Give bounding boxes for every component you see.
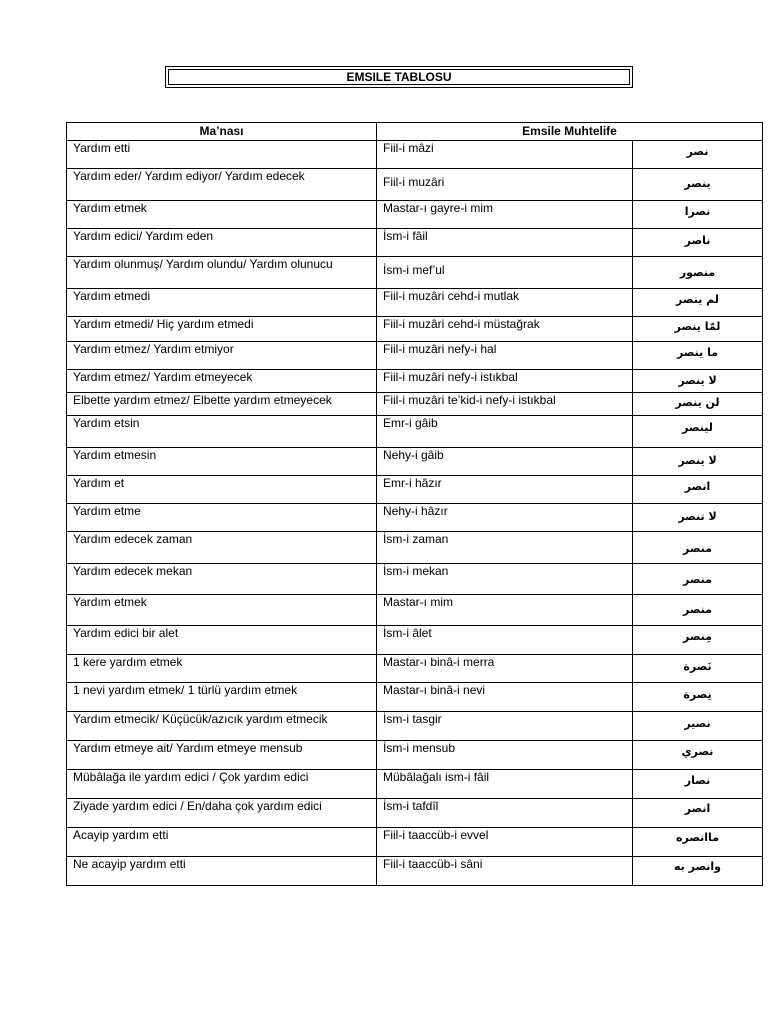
form-cell bbox=[377, 741, 633, 770]
form-cell bbox=[377, 564, 633, 595]
table-row bbox=[67, 257, 763, 289]
emsile-table bbox=[66, 122, 763, 886]
meaning-cell: 1 kere yardım etmek bbox=[67, 655, 377, 683]
arabic-word: منصر bbox=[683, 573, 712, 586]
form-label: İsm-i mensub bbox=[383, 741, 456, 755]
meaning-cell: Elbette yardım etmez/ Elbette yardım etmeyecek bbox=[67, 393, 377, 416]
arabic-form-cell bbox=[633, 857, 763, 886]
table-row bbox=[67, 799, 763, 828]
arabic-form-cell bbox=[633, 448, 763, 476]
arabic-word: مِنصر bbox=[683, 630, 712, 643]
form-label: Fiil-i muzâri bbox=[383, 175, 445, 189]
form-cell bbox=[377, 595, 633, 626]
form-label: Mastar-ı gayre-i mim bbox=[383, 201, 494, 215]
form-label: Fiil-i taaccüb-i evvel bbox=[383, 828, 489, 842]
arabic-word: نَصرة bbox=[683, 660, 712, 673]
arabic-form-cell bbox=[633, 342, 763, 370]
form-label: İsm-i zaman bbox=[383, 532, 449, 546]
form-cell bbox=[377, 393, 633, 416]
meaning-cell: Yardım etmecik/ Küçücük/azıcık yardım etmecik bbox=[67, 712, 377, 741]
table-header-row bbox=[67, 123, 763, 141]
table-row bbox=[67, 857, 763, 886]
form-label: İsm-i fâil bbox=[383, 229, 428, 243]
arabic-word: انصر bbox=[684, 480, 711, 493]
form-label: İsm-i tasgir bbox=[383, 712, 442, 726]
arabic-form-cell bbox=[633, 741, 763, 770]
arabic-word: نصير bbox=[684, 717, 711, 730]
form-label: Mastar-ı binâ-i merra bbox=[383, 655, 495, 669]
meaning-cell: Yardım etmez/ Yardım etmeyecek bbox=[67, 370, 377, 393]
table-row bbox=[67, 141, 763, 169]
meaning-cell: Ne acayip yardım etti bbox=[67, 857, 377, 886]
table-row bbox=[67, 370, 763, 393]
arabic-word: نصر bbox=[686, 145, 709, 158]
form-label: İsm-i tafdîl bbox=[383, 799, 439, 813]
table-body bbox=[67, 141, 763, 886]
arabic-word: نِصرة bbox=[683, 688, 712, 701]
form-cell bbox=[377, 416, 633, 448]
form-label: Fiil-i muzâri te’kid-i nefy-i istıkbal bbox=[383, 393, 556, 407]
table-row bbox=[67, 626, 763, 655]
arabic-word: ينصر bbox=[684, 177, 711, 190]
form-cell bbox=[377, 770, 633, 799]
form-label: Fiil-i taaccüb-i sâni bbox=[383, 857, 483, 871]
meaning-cell: Yardım etmek bbox=[67, 595, 377, 626]
form-label: İsm-i mef’ul bbox=[383, 263, 445, 277]
meaning-cell: Mübâlağa ile yardım edici / Çok yardım edici bbox=[67, 770, 377, 799]
title-box bbox=[165, 66, 633, 88]
meaning-cell: Yardım edici bir alet bbox=[67, 626, 377, 655]
meaning-cell: Yardım etmedi/ Hiç yardım etmedi bbox=[67, 317, 377, 342]
arabic-word: ما ينصر bbox=[676, 346, 719, 359]
arabic-word: نصري bbox=[681, 745, 714, 758]
arabic-word: لا تنصر bbox=[678, 510, 717, 523]
arabic-word: لمّا ينصر bbox=[674, 320, 721, 333]
arabic-word: نصار bbox=[684, 774, 711, 787]
table-row bbox=[67, 564, 763, 595]
table-row bbox=[67, 504, 763, 532]
form-cell bbox=[377, 289, 633, 317]
form-label: İsm-i âlet bbox=[383, 626, 432, 640]
arabic-form-cell bbox=[633, 317, 763, 342]
arabic-form-cell bbox=[633, 532, 763, 564]
arabic-word: لم ينصر bbox=[676, 293, 719, 306]
arabic-form-cell bbox=[633, 595, 763, 626]
arabic-form-cell bbox=[633, 169, 763, 201]
form-label: Mastar-ı binâ-i nevi bbox=[383, 683, 486, 697]
form-label: Mübâlağalı ism-i fâil bbox=[383, 770, 490, 784]
table-row bbox=[67, 289, 763, 317]
form-cell bbox=[377, 799, 633, 828]
header-form: Emsile Muhtelife bbox=[377, 123, 763, 141]
table-row bbox=[67, 416, 763, 448]
form-cell bbox=[377, 370, 633, 393]
form-cell bbox=[377, 229, 633, 257]
meaning-cell: Yardım etmesin bbox=[67, 448, 377, 476]
form-cell bbox=[377, 141, 633, 169]
table-row bbox=[67, 770, 763, 799]
meaning-cell: 1 nevi yardım etmek/ 1 türlü yardım etmek bbox=[67, 683, 377, 712]
meaning-cell: Yardım et bbox=[67, 476, 377, 504]
table-row bbox=[67, 393, 763, 416]
header-meaning: Ma’nası bbox=[67, 123, 377, 141]
form-label: Fiil-i muzâri cehd-i müstağrak bbox=[383, 317, 540, 331]
form-cell bbox=[377, 532, 633, 564]
form-cell bbox=[377, 712, 633, 741]
meaning-cell: Yardım eder/ Yardım ediyor/ Yardım edecek bbox=[67, 169, 377, 201]
arabic-form-cell bbox=[633, 828, 763, 857]
form-label: Fiil-i muzâri nefy-i istıkbal bbox=[383, 370, 518, 384]
form-cell bbox=[377, 317, 633, 342]
table-row bbox=[67, 683, 763, 712]
arabic-form-cell bbox=[633, 393, 763, 416]
arabic-form-cell bbox=[633, 416, 763, 448]
meaning-cell: Yardım etmedi bbox=[67, 289, 377, 317]
arabic-word: لا ينصر bbox=[678, 454, 717, 467]
form-cell bbox=[377, 828, 633, 857]
meaning-cell: Yardım etti bbox=[67, 141, 377, 169]
table-row bbox=[67, 741, 763, 770]
arabic-word: منصر bbox=[683, 542, 712, 555]
table-row bbox=[67, 448, 763, 476]
form-label: Emr-i hâzır bbox=[383, 476, 442, 490]
form-cell bbox=[377, 476, 633, 504]
form-label: Emr-i gâib bbox=[383, 416, 438, 430]
meaning-cell: Yardım etmek bbox=[67, 201, 377, 229]
arabic-form-cell bbox=[633, 201, 763, 229]
table-row bbox=[67, 712, 763, 741]
arabic-form-cell bbox=[633, 289, 763, 317]
form-label: Fiil-i muzâri nefy-i hal bbox=[383, 342, 497, 356]
form-cell bbox=[377, 257, 633, 289]
form-label: Nehy-i gâib bbox=[383, 448, 444, 462]
form-label: Fiil-i mâzi bbox=[383, 141, 434, 155]
arabic-word: وانصر به bbox=[673, 860, 722, 873]
meaning-cell: Yardım edecek mekan bbox=[67, 564, 377, 595]
table-row bbox=[67, 532, 763, 564]
arabic-form-cell bbox=[633, 770, 763, 799]
arabic-word: نصرا bbox=[684, 205, 711, 218]
meaning-cell: Yardım etmeye ait/ Yardım etmeye mensub bbox=[67, 741, 377, 770]
page-title: EMSILE TABLOSU bbox=[168, 69, 630, 85]
arabic-form-cell bbox=[633, 564, 763, 595]
arabic-form-cell bbox=[633, 141, 763, 169]
form-cell bbox=[377, 626, 633, 655]
form-cell bbox=[377, 683, 633, 712]
arabic-form-cell bbox=[633, 370, 763, 393]
form-cell bbox=[377, 504, 633, 532]
arabic-word: انصر bbox=[684, 802, 711, 815]
meaning-cell: Yardım etme bbox=[67, 504, 377, 532]
table-row bbox=[67, 595, 763, 626]
table-row bbox=[67, 317, 763, 342]
arabic-form-cell bbox=[633, 476, 763, 504]
arabic-word: منصور bbox=[679, 266, 716, 279]
meaning-cell: Yardım etmez/ Yardım etmiyor bbox=[67, 342, 377, 370]
form-cell bbox=[377, 655, 633, 683]
arabic-form-cell bbox=[633, 799, 763, 828]
meaning-cell: Yardım etsin bbox=[67, 416, 377, 448]
form-label: Mastar-ı mim bbox=[383, 595, 453, 609]
table-row bbox=[67, 476, 763, 504]
meaning-cell: Yardım olunmuş/ Yardım olundu/ Yardım olunucu bbox=[67, 257, 377, 289]
meaning-cell: Ziyade yardım edici / En/daha çok yardım edici bbox=[67, 799, 377, 828]
meaning-cell: Acayip yardım etti bbox=[67, 828, 377, 857]
form-cell bbox=[377, 169, 633, 201]
arabic-word: لينصر bbox=[682, 421, 713, 434]
arabic-form-cell bbox=[633, 655, 763, 683]
form-cell bbox=[377, 201, 633, 229]
arabic-word: لا ينصر bbox=[678, 374, 717, 387]
arabic-form-cell bbox=[633, 229, 763, 257]
meaning-cell: Yardım edecek zaman bbox=[67, 532, 377, 564]
arabic-form-cell bbox=[633, 683, 763, 712]
arabic-form-cell bbox=[633, 712, 763, 741]
meaning-cell: Yardım edici/ Yardım eden bbox=[67, 229, 377, 257]
table-row bbox=[67, 229, 763, 257]
table-row bbox=[67, 342, 763, 370]
arabic-word: منصر bbox=[683, 603, 712, 616]
arabic-word: ماانصره bbox=[675, 831, 720, 844]
arabic-form-cell bbox=[633, 626, 763, 655]
arabic-word: ناصر bbox=[684, 234, 711, 247]
table-row bbox=[67, 201, 763, 229]
form-cell bbox=[377, 448, 633, 476]
arabic-form-cell bbox=[633, 504, 763, 532]
arabic-form-cell bbox=[633, 257, 763, 289]
form-label: Nehy-i hâzır bbox=[383, 504, 448, 518]
table-row bbox=[67, 169, 763, 201]
form-cell bbox=[377, 342, 633, 370]
table-row bbox=[67, 828, 763, 857]
table-row bbox=[67, 655, 763, 683]
form-label: İsm-i mekan bbox=[383, 564, 449, 578]
arabic-word: لن ينصر bbox=[675, 396, 720, 409]
form-label: Fiil-i muzâri cehd-i mutlak bbox=[383, 289, 520, 303]
form-cell bbox=[377, 857, 633, 886]
